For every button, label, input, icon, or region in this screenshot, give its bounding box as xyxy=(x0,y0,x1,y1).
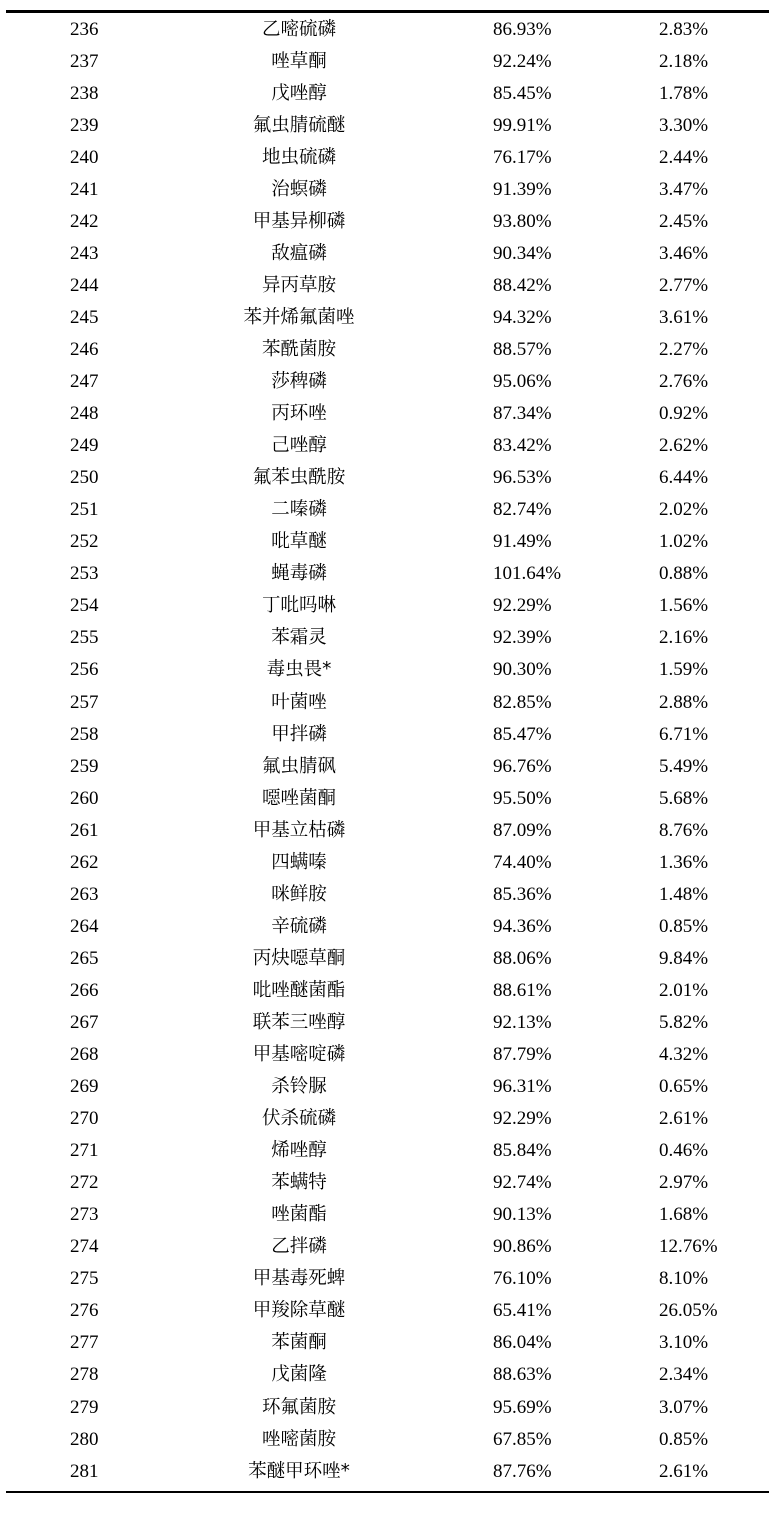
recovery-cell: 94.36% xyxy=(493,915,552,937)
recovery-cell: 90.13% xyxy=(493,1204,552,1226)
compound-name-cell: 甲拌磷 xyxy=(271,723,327,745)
compound-name-cell: 咪鲜胺 xyxy=(271,883,327,905)
row-number-cell: 250 xyxy=(70,467,99,489)
compound-name-cell: 甲基毒死蜱 xyxy=(252,1268,346,1290)
recovery-cell: 87.76% xyxy=(493,1460,552,1482)
table-row xyxy=(6,398,769,430)
row-number-cell: 280 xyxy=(70,1428,99,1450)
row-number-cell: 266 xyxy=(70,979,99,1001)
table-row xyxy=(6,718,769,750)
table-row xyxy=(6,1103,769,1135)
compound-name-cell: 己唑醇 xyxy=(271,435,327,457)
table-row xyxy=(6,269,769,301)
row-number-cell: 236 xyxy=(70,18,99,40)
recovery-cell: 76.10% xyxy=(493,1268,552,1290)
table-row xyxy=(6,558,769,590)
row-number-cell: 264 xyxy=(70,915,99,937)
table-row xyxy=(6,1071,769,1103)
table-row xyxy=(6,205,769,237)
row-number-cell: 259 xyxy=(70,755,99,777)
row-number-cell: 281 xyxy=(70,1460,99,1482)
row-number-cell: 273 xyxy=(70,1204,99,1226)
rsd-cell: 5.82% xyxy=(659,1011,709,1033)
compound-name-cell: 丙炔噁草酮 xyxy=(252,947,346,969)
table-row xyxy=(6,1006,769,1038)
compound-name-cell: 苯酰菌胺 xyxy=(261,338,336,360)
row-number-cell: 238 xyxy=(70,82,99,104)
compound-name-cell: 烯唑醇 xyxy=(271,1140,327,1162)
recovery-cell: 96.76% xyxy=(493,755,552,777)
compound-name-cell: 苯醚甲环唑* xyxy=(248,1460,350,1482)
recovery-cell: 85.47% xyxy=(493,723,552,745)
rsd-cell: 0.88% xyxy=(659,563,709,585)
row-number-cell: 265 xyxy=(70,947,99,969)
results-table xyxy=(6,13,769,1487)
recovery-cell: 95.50% xyxy=(493,787,552,809)
rsd-cell: 2.16% xyxy=(659,627,709,649)
row-number-cell: 278 xyxy=(70,1364,99,1386)
row-number-cell: 271 xyxy=(70,1140,99,1162)
row-number-cell: 261 xyxy=(70,819,99,841)
row-number-cell: 239 xyxy=(70,114,99,136)
table-row xyxy=(6,109,769,141)
table-row xyxy=(6,430,769,462)
rsd-cell: 0.85% xyxy=(659,915,709,937)
rsd-cell: 3.47% xyxy=(659,178,709,200)
recovery-cell: 88.61% xyxy=(493,979,552,1001)
compound-name-cell: 异丙草胺 xyxy=(261,274,336,296)
rsd-cell: 1.68% xyxy=(659,1204,709,1226)
compound-name-cell: 甲基立枯磷 xyxy=(252,819,346,841)
table-row xyxy=(6,1167,769,1199)
recovery-cell: 65.41% xyxy=(493,1300,552,1322)
compound-name-cell: 莎稗磷 xyxy=(271,371,327,393)
compound-name-cell: 戊菌隆 xyxy=(271,1364,327,1386)
table-row xyxy=(6,654,769,686)
row-number-cell: 240 xyxy=(70,146,99,168)
recovery-cell: 90.86% xyxy=(493,1236,552,1258)
table-row xyxy=(6,1231,769,1263)
rsd-cell: 2.18% xyxy=(659,50,709,72)
recovery-cell: 101.64% xyxy=(493,563,562,585)
row-number-cell: 269 xyxy=(70,1076,99,1098)
table-row xyxy=(6,910,769,942)
table-row xyxy=(6,301,769,333)
table-row xyxy=(6,13,769,45)
table-row xyxy=(6,494,769,526)
recovery-cell: 93.80% xyxy=(493,210,552,232)
recovery-cell: 76.17% xyxy=(493,146,552,168)
compound-name-cell: 氟虫腈砜 xyxy=(261,755,336,777)
recovery-cell: 83.42% xyxy=(493,435,552,457)
row-number-cell: 251 xyxy=(70,499,99,521)
rsd-cell: 2.62% xyxy=(659,435,709,457)
table-row xyxy=(6,366,769,398)
row-number-cell: 268 xyxy=(70,1044,99,1066)
row-number-cell: 260 xyxy=(70,787,99,809)
rsd-cell: 2.77% xyxy=(659,274,709,296)
recovery-cell: 88.57% xyxy=(493,338,552,360)
rsd-cell: 2.97% xyxy=(659,1172,709,1194)
rsd-cell: 2.27% xyxy=(659,338,709,360)
rsd-cell: 0.46% xyxy=(659,1140,709,1162)
row-number-cell: 272 xyxy=(70,1172,99,1194)
compound-name-cell: 苯螨特 xyxy=(271,1172,327,1194)
recovery-cell: 92.13% xyxy=(493,1011,552,1033)
table-row xyxy=(6,814,769,846)
rsd-cell: 3.61% xyxy=(659,306,709,328)
compound-name-cell: 苯菌酮 xyxy=(271,1332,327,1354)
compound-name-cell: 丁吡吗啉 xyxy=(261,595,336,617)
rsd-cell: 0.92% xyxy=(659,403,709,425)
compound-name-cell: 丙环唑 xyxy=(271,403,327,425)
compound-name-cell: 乙嘧硫磷 xyxy=(261,18,336,40)
recovery-cell: 99.91% xyxy=(493,114,552,136)
recovery-cell: 67.85% xyxy=(493,1428,552,1450)
recovery-cell: 88.63% xyxy=(493,1364,552,1386)
row-number-cell: 237 xyxy=(70,50,99,72)
table-row xyxy=(6,1359,769,1391)
rsd-cell: 8.10% xyxy=(659,1268,709,1290)
row-number-cell: 274 xyxy=(70,1236,99,1258)
table-row xyxy=(6,45,769,77)
table-row xyxy=(6,173,769,205)
row-number-cell: 252 xyxy=(70,531,99,553)
recovery-cell: 74.40% xyxy=(493,851,552,873)
compound-name-cell: 叶菌唑 xyxy=(271,691,327,713)
rsd-cell: 12.76% xyxy=(659,1236,718,1258)
results-table-body xyxy=(6,13,769,1487)
rsd-cell: 26.05% xyxy=(659,1300,718,1322)
rsd-cell: 2.45% xyxy=(659,210,709,232)
rsd-cell: 2.61% xyxy=(659,1460,709,1482)
table-row xyxy=(6,1135,769,1167)
row-number-cell: 276 xyxy=(70,1300,99,1322)
row-number-cell: 262 xyxy=(70,851,99,873)
compound-name-cell: 噁唑菌酮 xyxy=(261,787,336,809)
row-number-cell: 248 xyxy=(70,403,99,425)
recovery-cell: 85.45% xyxy=(493,82,552,104)
table-row xyxy=(6,1039,769,1071)
document-table-page xyxy=(6,10,769,1493)
compound-name-cell: 联苯三唑醇 xyxy=(252,1011,346,1033)
compound-name-cell: 蝇毒磷 xyxy=(271,563,327,585)
table-row xyxy=(6,782,769,814)
compound-name-cell: 伏杀硫磷 xyxy=(261,1108,336,1130)
table-row xyxy=(6,590,769,622)
recovery-cell: 95.69% xyxy=(493,1396,552,1418)
rsd-cell: 4.32% xyxy=(659,1044,709,1066)
rsd-cell: 8.76% xyxy=(659,819,709,841)
rsd-cell: 6.44% xyxy=(659,467,709,489)
recovery-cell: 92.39% xyxy=(493,627,552,649)
recovery-cell: 92.29% xyxy=(493,595,552,617)
recovery-cell: 92.24% xyxy=(493,50,552,72)
recovery-cell: 94.32% xyxy=(493,306,552,328)
rsd-cell: 2.44% xyxy=(659,146,709,168)
recovery-cell: 86.93% xyxy=(493,18,552,40)
table-row xyxy=(6,141,769,173)
table-row xyxy=(6,1455,769,1487)
rsd-cell: 1.48% xyxy=(659,883,709,905)
table-row xyxy=(6,846,769,878)
compound-name-cell: 毒虫畏* xyxy=(266,659,332,681)
rsd-cell: 1.59% xyxy=(659,659,709,681)
rsd-cell: 1.56% xyxy=(659,595,709,617)
compound-name-cell: 辛硫磷 xyxy=(271,915,327,937)
rsd-cell: 2.76% xyxy=(659,371,709,393)
recovery-cell: 87.34% xyxy=(493,403,552,425)
compound-name-cell: 治螟磷 xyxy=(271,178,327,200)
rsd-cell: 9.84% xyxy=(659,947,709,969)
table-bottom-rule xyxy=(6,1491,769,1493)
rsd-cell: 2.83% xyxy=(659,18,709,40)
rsd-cell: 2.34% xyxy=(659,1364,709,1386)
row-number-cell: 258 xyxy=(70,723,99,745)
row-number-cell: 263 xyxy=(70,883,99,905)
compound-name-cell: 氟苯虫酰胺 xyxy=(252,467,346,489)
row-number-cell: 246 xyxy=(70,338,99,360)
table-row xyxy=(6,462,769,494)
rsd-cell: 2.88% xyxy=(659,691,709,713)
table-row xyxy=(6,686,769,718)
rsd-cell: 3.10% xyxy=(659,1332,709,1354)
row-number-cell: 241 xyxy=(70,178,99,200)
row-number-cell: 267 xyxy=(70,1011,99,1033)
row-number-cell: 249 xyxy=(70,435,99,457)
rsd-cell: 5.49% xyxy=(659,755,709,777)
table-row xyxy=(6,77,769,109)
compound-name-cell: 四螨嗪 xyxy=(271,851,327,873)
compound-name-cell: 苯并烯氟菌唑 xyxy=(243,306,355,328)
row-number-cell: 242 xyxy=(70,210,99,232)
compound-name-cell: 甲羧除草醚 xyxy=(252,1300,346,1322)
recovery-cell: 92.29% xyxy=(493,1108,552,1130)
compound-name-cell: 二嗪磷 xyxy=(271,499,327,521)
rsd-cell: 0.85% xyxy=(659,1428,709,1450)
table-row xyxy=(6,1327,769,1359)
row-number-cell: 255 xyxy=(70,627,99,649)
recovery-cell: 92.74% xyxy=(493,1172,552,1194)
rsd-cell: 1.78% xyxy=(659,82,709,104)
table-row xyxy=(6,237,769,269)
compound-name-cell: 氟虫腈硫醚 xyxy=(252,114,346,136)
row-number-cell: 277 xyxy=(70,1332,99,1354)
compound-name-cell: 吡唑醚菌酯 xyxy=(252,979,346,1001)
compound-name-cell: 敌瘟磷 xyxy=(271,242,327,264)
row-number-cell: 270 xyxy=(70,1108,99,1130)
compound-name-cell: 杀铃脲 xyxy=(271,1076,327,1098)
table-row xyxy=(6,526,769,558)
row-number-cell: 247 xyxy=(70,371,99,393)
rsd-cell: 3.46% xyxy=(659,242,709,264)
row-number-cell: 254 xyxy=(70,595,99,617)
row-number-cell: 253 xyxy=(70,563,99,585)
table-row xyxy=(6,750,769,782)
table-row xyxy=(6,1295,769,1327)
compound-name-cell: 乙拌磷 xyxy=(271,1236,327,1258)
compound-name-cell: 苯霜灵 xyxy=(271,627,327,649)
recovery-cell: 86.04% xyxy=(493,1332,552,1354)
table-row xyxy=(6,1263,769,1295)
rsd-cell: 2.61% xyxy=(659,1108,709,1130)
recovery-cell: 82.85% xyxy=(493,691,552,713)
recovery-cell: 91.49% xyxy=(493,531,552,553)
rsd-cell: 1.02% xyxy=(659,531,709,553)
compound-name-cell: 唑嘧菌胺 xyxy=(261,1428,336,1450)
rsd-cell: 1.36% xyxy=(659,851,709,873)
table-row xyxy=(6,974,769,1006)
recovery-cell: 82.74% xyxy=(493,499,552,521)
row-number-cell: 279 xyxy=(70,1396,99,1418)
rsd-cell: 3.30% xyxy=(659,114,709,136)
table-row xyxy=(6,333,769,365)
row-number-cell: 275 xyxy=(70,1268,99,1290)
table-row xyxy=(6,942,769,974)
recovery-cell: 90.30% xyxy=(493,659,552,681)
recovery-cell: 87.09% xyxy=(493,819,552,841)
row-number-cell: 243 xyxy=(70,242,99,264)
recovery-cell: 87.79% xyxy=(493,1044,552,1066)
compound-name-cell: 甲基嘧啶磷 xyxy=(252,1044,346,1066)
rsd-cell: 2.01% xyxy=(659,979,709,1001)
row-number-cell: 245 xyxy=(70,306,99,328)
table-row xyxy=(6,1423,769,1455)
compound-name-cell: 唑菌酯 xyxy=(271,1204,327,1226)
rsd-cell: 0.65% xyxy=(659,1076,709,1098)
recovery-cell: 88.06% xyxy=(493,947,552,969)
table-row xyxy=(6,1199,769,1231)
recovery-cell: 96.31% xyxy=(493,1076,552,1098)
rsd-cell: 2.02% xyxy=(659,499,709,521)
rsd-cell: 5.68% xyxy=(659,787,709,809)
compound-name-cell: 戊唑醇 xyxy=(271,82,327,104)
compound-name-cell: 甲基异柳磷 xyxy=(252,210,346,232)
rsd-cell: 3.07% xyxy=(659,1396,709,1418)
table-row xyxy=(6,622,769,654)
compound-name-cell: 吡草醚 xyxy=(271,531,327,553)
row-number-cell: 244 xyxy=(70,274,99,296)
rsd-cell: 6.71% xyxy=(659,723,709,745)
recovery-cell: 85.84% xyxy=(493,1140,552,1162)
compound-name-cell: 唑草酮 xyxy=(271,50,327,72)
recovery-cell: 95.06% xyxy=(493,371,552,393)
table-row xyxy=(6,1391,769,1423)
compound-name-cell: 环氟菌胺 xyxy=(261,1396,336,1418)
recovery-cell: 85.36% xyxy=(493,883,552,905)
table-row xyxy=(6,878,769,910)
row-number-cell: 257 xyxy=(70,691,99,713)
row-number-cell: 256 xyxy=(70,659,99,681)
recovery-cell: 90.34% xyxy=(493,242,552,264)
recovery-cell: 96.53% xyxy=(493,467,552,489)
compound-name-cell: 地虫硫磷 xyxy=(261,146,336,168)
recovery-cell: 88.42% xyxy=(493,274,552,296)
recovery-cell: 91.39% xyxy=(493,178,552,200)
